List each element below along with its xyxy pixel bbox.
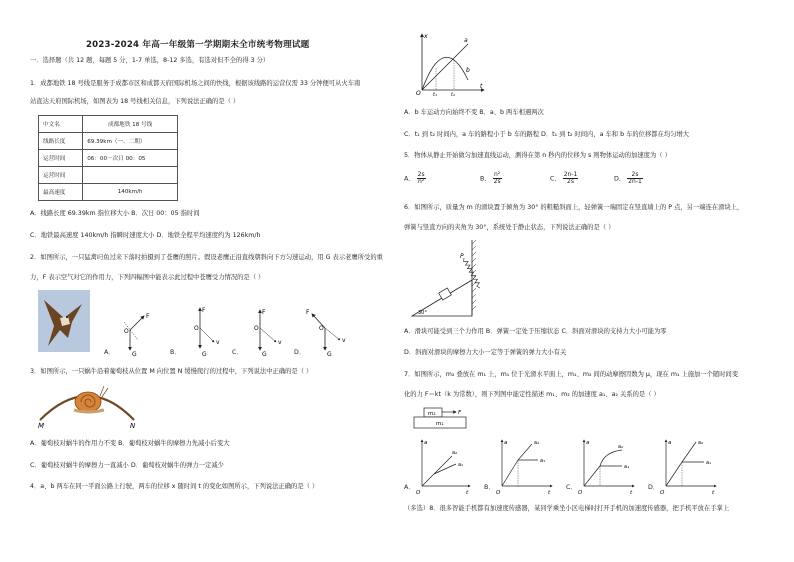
table-row xyxy=(39,133,178,150)
label-o: O xyxy=(254,325,259,332)
q5-option-a xyxy=(404,172,426,185)
fraction xyxy=(493,172,502,185)
m1-label: m₁ xyxy=(436,421,444,427)
q1-stem-line2: 站直达天府国际机场，如图表为 18 号线相关信息，下列说法正确的是（ ） xyxy=(30,98,240,105)
q7-label-c: C． xyxy=(566,484,577,491)
line-a-label: a xyxy=(464,37,468,44)
snail-on-branch xyxy=(38,378,138,430)
a1-label: a₁ xyxy=(458,462,464,468)
q6-incline-diagram xyxy=(410,238,484,318)
q5-stem: 5．物体从静止开始做匀加速直线运动，测得在第 n 秒内的位移为 s 则物体运动的加速度为（ ） xyxy=(404,152,671,159)
q6-stem-line2: 弹簧与竖直方向的夹角为 30°，系统处于静止状态，下列说法正确的是（ ） xyxy=(404,224,615,231)
a2-label: a₂ xyxy=(452,450,458,456)
table-row xyxy=(39,150,178,167)
numerator: n² xyxy=(494,171,501,178)
table-cell: 最高速度 xyxy=(39,184,83,201)
label-o: O xyxy=(319,325,324,332)
q3-options-ab: A．葡萄枝对蜗牛的作用力不变 B．葡萄枝对蜗牛的摩擦力先减小后变大 xyxy=(30,440,230,447)
table-cell: 69.39km（一、二期） xyxy=(83,133,178,150)
label-g: G xyxy=(202,351,207,358)
numerator: 2s xyxy=(417,171,425,178)
table-cell: 中文名 xyxy=(39,116,83,133)
option-label: D． xyxy=(614,175,626,183)
table-cell: 运营时间 xyxy=(39,167,83,184)
q6-option-d: D．斜面对滑块的摩擦力大小一定等于弹簧的弹力大小有关 xyxy=(404,349,567,356)
axis-t-label: t xyxy=(712,490,715,496)
label-f: F xyxy=(202,307,206,314)
table-cell: 06：00－次日 00：05 xyxy=(83,150,178,167)
label-g: G xyxy=(132,351,137,358)
label-v: v xyxy=(342,337,346,344)
a1-label: a₁ xyxy=(624,464,630,470)
axis-t-label: t xyxy=(480,83,483,90)
q7-stem-line2: 化的力 F＝kt（k 为常数），则下列图中能定性描述 m₁、m₂ 的加速度 a₁、a₂ 关系的是（ ） xyxy=(404,391,660,398)
q1-options-cd: C．地铁最高速度 140km/h 指瞬时速度大小 D．地铁全程平均速度约为 126km/h xyxy=(30,232,261,239)
q2-label-a: A． xyxy=(104,349,115,356)
t1-label: t₁ xyxy=(433,92,437,96)
force-label: F xyxy=(458,410,462,416)
graph-a xyxy=(416,440,470,496)
t2-label: t₂ xyxy=(451,92,455,96)
a1-label: a₁ xyxy=(706,460,712,466)
q6-stem-line1: 6．如图所示，质量为 m 的滑块置于倾角为 30° 的粗糙斜面上，轻弹簧一端固定在竖直墙上的 P 点，另一端连在滑块上， xyxy=(404,204,744,211)
label-f: F xyxy=(262,309,266,316)
axis-t-label: t xyxy=(548,490,551,496)
option-label: B． xyxy=(480,175,491,183)
numerator: 2n-1 xyxy=(563,171,578,178)
diagram-c xyxy=(254,309,282,358)
section-heading: 一．选择题（共 12 题，每题 5 分，1-7 单选，8-12 多选，有选对但不全的得 3 分） xyxy=(30,57,270,64)
q4-xt-graph xyxy=(408,30,488,96)
q7-label-d: D． xyxy=(648,484,660,491)
fraction xyxy=(563,172,579,185)
m2-label: m₂ xyxy=(428,411,436,417)
q1-info-table xyxy=(38,115,178,201)
angle-label: 30° xyxy=(418,310,427,316)
denominator: n² xyxy=(417,178,425,185)
line-b-label: b xyxy=(466,67,470,74)
label-g: G xyxy=(327,351,332,358)
axis-a-label: a xyxy=(424,440,428,446)
q6-options-abc: A．滑块可能受到三个力作用 B．弹簧一定处于压缩状态 C．斜面对滑块的支持力大小可能为零 xyxy=(404,328,667,335)
label-f: F xyxy=(146,313,150,320)
q2-label-d: D． xyxy=(294,349,306,356)
diagram-b xyxy=(194,307,220,358)
table-cell xyxy=(83,167,178,184)
axis-t-label: t xyxy=(466,490,469,496)
diagram-d xyxy=(306,309,346,358)
a1-label: a₁ xyxy=(540,458,546,464)
q5-option-b xyxy=(480,172,502,185)
origin-label: O xyxy=(416,90,421,96)
point-p: P xyxy=(460,253,464,260)
q7-label-b: B． xyxy=(484,484,495,491)
q1-options-ab: A．线路长度 69.39km 指位移大小 B．次日 00：05 指时间 xyxy=(30,210,200,217)
numerator: 2s xyxy=(627,172,643,179)
label-v: v xyxy=(216,339,220,346)
label-v: v xyxy=(278,339,282,346)
axis-a-label: a xyxy=(504,440,508,446)
table-row xyxy=(39,116,178,133)
axis-a-label: a xyxy=(668,440,672,446)
q3-options-cd: C．葡萄枝对蜗牛的摩擦力一直减小 D．葡萄枝对蜗牛的弹力一定减少 xyxy=(30,462,224,469)
q5-option-d xyxy=(614,172,643,185)
fraction xyxy=(417,172,426,185)
q8-stem: （多选）8．很多智能手机都有加速度传感器，某同学乘坐小区电梯时打开手机的加速度传感器，把手机平放在手掌上 xyxy=(404,505,730,512)
q2-stem-line1: 2．如图所示，一只猛禽叼鱼过来下落时拍摄到了苍鹰的照片。假设老鹰正沿直线朝斜向下方匀速运动，用 G 表示老鹰所受的重 xyxy=(30,254,383,261)
q7-label-a: A． xyxy=(404,484,415,491)
label-o: O xyxy=(124,328,129,335)
a2-label: a₂ xyxy=(618,444,624,450)
diagram-a xyxy=(124,313,150,358)
q2-label-c: C． xyxy=(232,349,243,356)
q7-blocks-diagram xyxy=(410,404,480,432)
q1-stem-line1: 1．成都地铁 18 号线是服务于成都市区和成都天府国际机场之间的快线，根据该线路的运营仅需 33 分钟便可从火车南 xyxy=(30,80,361,87)
origin-label: O xyxy=(416,490,421,496)
q7-at-graphs xyxy=(404,436,764,496)
q7-stem-line1: 7．如图所示，m₂ 叠放在 m₁ 上，m₁ 位于光滑水平面上，m₁、m₂ 间的动摩擦因数为 μ，现在 m₁ 上施加一个随时间变 xyxy=(404,371,739,378)
fraction xyxy=(627,172,643,185)
graph-c xyxy=(578,440,634,496)
denominator: 2s xyxy=(493,178,501,185)
table-cell: 140km/h xyxy=(83,184,178,201)
q4-options-cd: C．t₁ 到 t₂ 时间内，a 车的路程小于 b 车的路程 D．t₁ 到 t₂ 时间内，a 车和 b 车的位移都在均匀增大 xyxy=(404,131,690,138)
graph-b xyxy=(496,440,552,496)
q4-options-ab: A．b 车运动方向始终不变 B．a、b 两车相遇两次 xyxy=(404,109,544,116)
table-cell: 线路长度 xyxy=(39,133,83,150)
page-title: 2023-2024 年高一年级第一学期期末全市统考物理试题 xyxy=(86,40,310,50)
axis-a-label: a xyxy=(586,440,590,446)
table-cell: 成都地铁 18 号线 xyxy=(83,116,178,133)
origin-label: O xyxy=(660,490,665,496)
label-g: G xyxy=(262,351,267,358)
point-m: M xyxy=(38,422,45,430)
a2-label: a₂ xyxy=(534,440,540,446)
graph-d xyxy=(660,440,716,496)
table-row xyxy=(39,167,178,184)
option-label: A． xyxy=(404,175,415,183)
table-cell: 运营时间 xyxy=(39,150,83,167)
label-o: O xyxy=(194,325,199,332)
table-row xyxy=(39,184,178,201)
origin-label: O xyxy=(496,490,501,496)
q2-stem-line2: 力，F 表示空气对它的作用力，下列四幅图中能表示此过程中苍鹰受力情况的是（ ） xyxy=(30,274,265,281)
point-n: N xyxy=(130,422,136,430)
denominator: 2s xyxy=(567,178,574,185)
origin-label: O xyxy=(578,490,583,496)
axis-t-label: t xyxy=(630,490,633,496)
q2-label-b: B． xyxy=(170,349,181,356)
label-f: F xyxy=(306,309,310,316)
eagle-photo xyxy=(38,290,90,352)
q2-force-diagrams xyxy=(100,300,360,362)
q5-option-c xyxy=(550,172,578,185)
denominator: 2n-1 xyxy=(628,178,642,185)
q4-stem: 4．a、b 两车在同一平面公路上行驶，两车的位移 x 随时间 t 的变化如图所示，下列说法正确的是（ ） xyxy=(30,483,319,490)
axis-x-label: x xyxy=(424,33,428,40)
q3-stem: 3．如图所示，一只蜗牛沿着葡萄枝从位置 M 向位置 N 缓慢爬行的过程中，下列说法中正确的是（ ） xyxy=(30,368,313,375)
option-label: C． xyxy=(550,175,561,183)
a2-label: a₂ xyxy=(698,440,704,446)
